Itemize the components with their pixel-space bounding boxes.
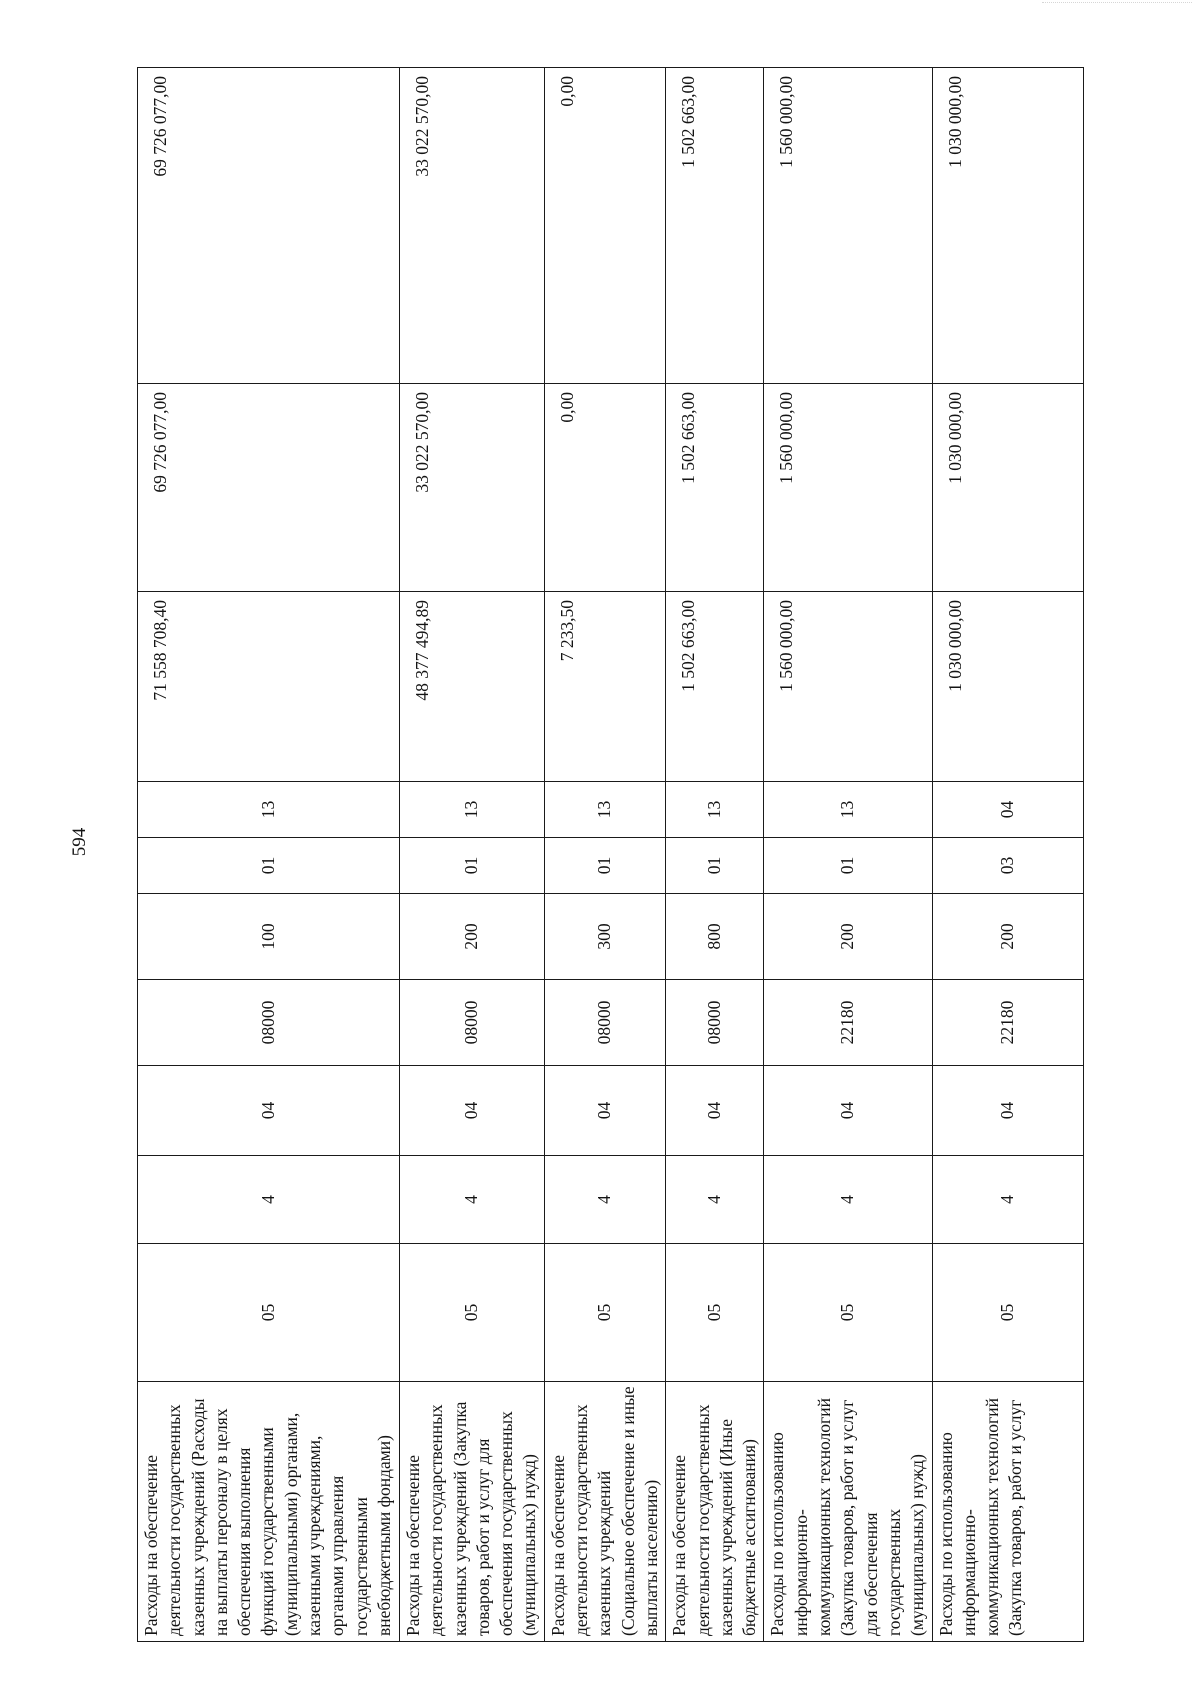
amount-cell: 1 502 663,00 <box>666 384 764 592</box>
code-cell: 4 <box>544 1156 665 1244</box>
code-cell: 13 <box>666 782 764 838</box>
code-cell: 08000 <box>400 980 545 1066</box>
code-cell: 13 <box>138 782 400 838</box>
code-cell: 04 <box>764 1066 932 1156</box>
page-number: 594 <box>69 827 90 857</box>
row-description: Расходы по использованию информационно- коммуникационных технологий (Закупка товаров, работ и услуг <box>932 1382 1083 1642</box>
code-cell: 22180 <box>764 980 932 1066</box>
code-cell: 4 <box>666 1156 764 1244</box>
scan-artifact <box>1042 2 1192 11</box>
code-cell: 04 <box>138 1066 400 1156</box>
amount-cell: 1 502 663,00 <box>666 68 764 384</box>
code-cell: 22180 <box>932 980 1083 1066</box>
amount-cell: 1 502 663,00 <box>666 592 764 782</box>
row-description: Расходы на обеспечение деятельности государственных казенных учреждений (Иные бюджетные ассигнования) <box>666 1382 764 1642</box>
row-description: Расходы на обеспечение деятельности государственных казенных учреждений (Социальное обеспечение и иные выплаты населению) <box>544 1382 665 1642</box>
row-description: Расходы по использованию информационно- коммуникационных технологий (Закупка товаров, работ и услуг для обеспечения государственных (муниципальных) нужд) <box>764 1382 932 1642</box>
table-row <box>400 68 545 1642</box>
code-cell: 01 <box>764 838 932 894</box>
code-cell: 08000 <box>138 980 400 1066</box>
code-cell: 04 <box>666 1066 764 1156</box>
row-description: Расходы на обеспечение деятельности государственных казенных учреждений (Расходы на выплаты персоналу в целях обеспечения выполнения функций государственными (муниципальными) органами, казенными учреждениями, органами управления государственными внебюджетными фондами) <box>138 1382 400 1642</box>
row-description: Расходы на обеспечение деятельности государственных казенных учреждений (Закупка товаров, работ и услуг для обеспечения государственных (муниципальных) нужд) <box>400 1382 545 1642</box>
amount-cell: 1 560 000,00 <box>764 384 932 592</box>
code-cell: 13 <box>764 782 932 838</box>
code-cell: 4 <box>400 1156 545 1244</box>
amount-cell: 69 726 077,00 <box>138 68 400 384</box>
amount-cell: 1 030 000,00 <box>932 384 1083 592</box>
code-cell: 01 <box>666 838 764 894</box>
code-cell: 4 <box>932 1156 1083 1244</box>
code-cell: 04 <box>400 1066 545 1156</box>
code-cell: 300 <box>544 894 665 980</box>
code-cell: 03 <box>932 838 1083 894</box>
code-cell: 04 <box>544 1066 665 1156</box>
code-cell: 200 <box>400 894 545 980</box>
code-cell: 05 <box>138 1244 400 1382</box>
code-cell: 05 <box>544 1244 665 1382</box>
code-cell: 100 <box>138 894 400 980</box>
amount-cell: 33 022 570,00 <box>400 68 545 384</box>
code-cell: 05 <box>764 1244 932 1382</box>
amount-cell: 1 560 000,00 <box>764 592 932 782</box>
amount-cell: 1 560 000,00 <box>764 68 932 384</box>
code-cell: 05 <box>932 1244 1083 1382</box>
table-row <box>932 68 1083 1642</box>
table-row <box>138 68 400 1642</box>
amount-cell: 7 233,50 <box>544 592 665 782</box>
code-cell: 13 <box>400 782 545 838</box>
code-cell: 08000 <box>544 980 665 1066</box>
amount-cell: 33 022 570,00 <box>400 384 545 592</box>
table-row <box>544 68 665 1642</box>
code-cell: 200 <box>932 894 1083 980</box>
code-cell: 4 <box>138 1156 400 1244</box>
code-cell: 200 <box>764 894 932 980</box>
code-cell: 04 <box>932 1066 1083 1156</box>
budget-table <box>137 67 1084 1642</box>
table-row <box>666 68 764 1642</box>
amount-cell: 48 377 494,89 <box>400 592 545 782</box>
amount-cell: 0,00 <box>544 384 665 592</box>
amount-cell: 1 030 000,00 <box>932 592 1083 782</box>
code-cell: 01 <box>544 838 665 894</box>
code-cell: 05 <box>666 1244 764 1382</box>
code-cell: 4 <box>764 1156 932 1244</box>
code-cell: 05 <box>400 1244 545 1382</box>
code-cell: 04 <box>932 782 1083 838</box>
amount-cell: 0,00 <box>544 68 665 384</box>
amount-cell: 1 030 000,00 <box>932 68 1083 384</box>
budget-table-rotated <box>137 68 1069 1642</box>
amount-cell: 71 558 708,40 <box>138 592 400 782</box>
code-cell: 800 <box>666 894 764 980</box>
table-row <box>764 68 932 1642</box>
code-cell: 08000 <box>666 980 764 1066</box>
code-cell: 13 <box>544 782 665 838</box>
code-cell: 01 <box>400 838 545 894</box>
amount-cell: 69 726 077,00 <box>138 384 400 592</box>
code-cell: 01 <box>138 838 400 894</box>
